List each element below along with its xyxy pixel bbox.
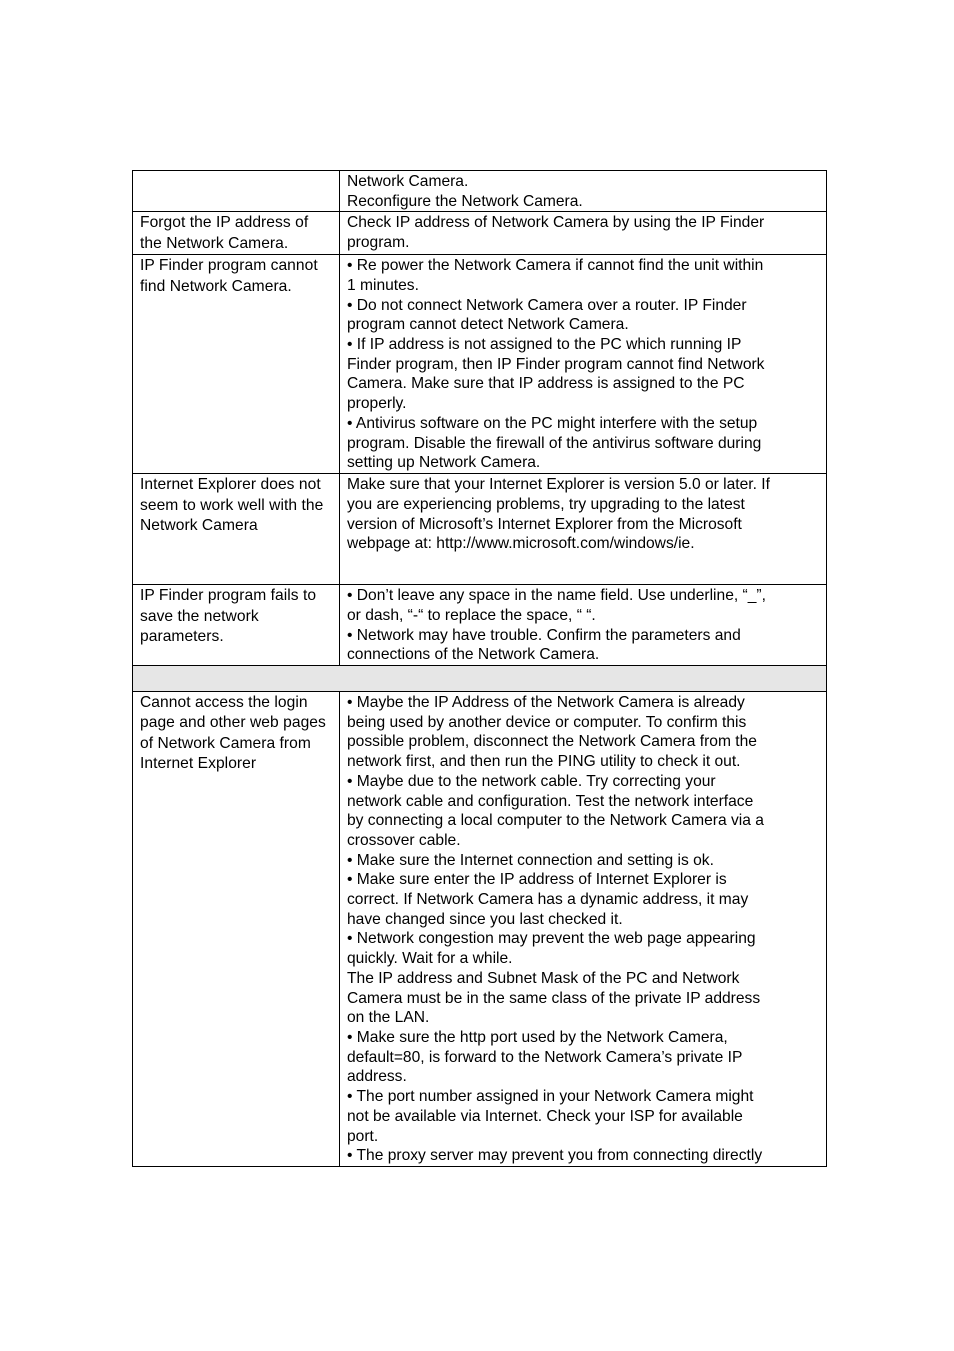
- solution-line: • Network congestion may prevent the web page appearing: [347, 930, 756, 948]
- solution-cell: [340, 255, 827, 474]
- solution-line: • Network may have trouble. Confirm the parameters and: [347, 626, 741, 644]
- solution-line: correct. If Network Camera has a dynamic address, it may: [347, 891, 749, 909]
- problem-cell: [133, 255, 340, 474]
- solution-line: by connecting a local computer to the Network Camera via a: [347, 812, 764, 830]
- table-row: [133, 171, 827, 212]
- solution-line: network cable and configuration. Test the network interface: [347, 792, 754, 810]
- solution-line: connections of the Network Camera.: [347, 646, 600, 664]
- solution-line: Reconfigure the Network Camera.: [347, 192, 583, 210]
- solution-line: Network Camera.: [347, 173, 469, 190]
- solution-line: • Antivirus software on the PC might interfere with the setup: [347, 414, 758, 432]
- solution-line: Make sure that your Internet Explorer is version 5.0 or later. If: [347, 476, 770, 494]
- solution-line: program.: [347, 234, 410, 252]
- troubleshooting-table: [132, 170, 827, 1167]
- table-row: [133, 474, 827, 585]
- solution-line: port.: [347, 1127, 379, 1145]
- solution-line: or dash, “-“ to replace the space, “ “.: [347, 606, 596, 624]
- solution-line: • Don’t leave any space in the name field. Use underline, “_”,: [347, 587, 766, 605]
- solution-line: The IP address and Subnet Mask of the PC and Network: [347, 969, 740, 987]
- solution-line: possible problem, disconnect the Network Camera from the: [347, 733, 757, 751]
- problem-text: Internet Explorer does not seem to work well with the Network Camera: [140, 476, 324, 535]
- solution-line: setting up Network Camera.: [347, 454, 541, 472]
- solution-line: • Make sure enter the IP address of Internet Explorer is: [347, 871, 727, 889]
- solution-line: • Re power the Network Camera if cannot find the unit within: [347, 257, 764, 275]
- problem-text: IP Finder program cannot find Network Camera.: [140, 257, 318, 295]
- solution-line: Camera must be in the same class of the private IP address: [347, 989, 761, 1007]
- solution-line: program cannot detect Network Camera.: [347, 316, 629, 334]
- solution-line: properly.: [347, 395, 407, 413]
- solution-line: • The proxy server may prevent you from connecting directly: [347, 1147, 763, 1165]
- problem-text: IP Finder program fails to save the network parameters.: [140, 587, 317, 646]
- solution-line: quickly. Wait for a while.: [347, 950, 513, 968]
- solution-line: address.: [347, 1068, 407, 1086]
- solution-line: being used by another device or computer. To confirm this: [347, 713, 747, 731]
- problem-cell: [133, 171, 340, 212]
- solution-line: have changed since you last checked it.: [347, 910, 623, 928]
- table-row: [133, 255, 827, 474]
- solution-cell: [340, 171, 827, 212]
- solution-line: crossover cable.: [347, 831, 461, 849]
- solution-cell: [340, 212, 827, 255]
- problem-cell: [133, 585, 340, 666]
- solution-line: • The port number assigned in your Network Camera might: [347, 1088, 754, 1106]
- solution-line: webpage at: http://www.microsoft.com/windows/ie.: [347, 535, 695, 553]
- solution-line: • Maybe due to the network cable. Try correcting your: [347, 772, 716, 790]
- solution-line: default=80, is forward to the Network Camera’s private IP: [347, 1048, 743, 1066]
- section-divider-row: [133, 666, 827, 692]
- solution-line: • Maybe the IP Address of the Network Camera is already: [347, 694, 745, 712]
- solution-line: 1 minutes.: [347, 276, 419, 294]
- solution-line: Check IP address of Network Camera by using the IP Finder: [347, 214, 765, 232]
- solution-cell: [340, 585, 827, 666]
- solution-line: you are experiencing problems, try upgrading to the latest: [347, 495, 745, 513]
- solution-line: on the LAN.: [347, 1009, 430, 1027]
- table-row: [133, 585, 827, 666]
- solution-line: version of Microsoft’s Internet Explorer from the Microsoft: [347, 515, 742, 533]
- solution-line: program. Disable the firewall of the antivirus software during: [347, 434, 762, 452]
- solution-cell: [340, 692, 827, 1167]
- table-row: [133, 212, 827, 255]
- solution-line: network first, and then run the PING utility to check it out.: [347, 753, 741, 771]
- solution-line: Camera. Make sure that IP address is assigned to the PC: [347, 375, 745, 393]
- problem-cell: [133, 474, 340, 585]
- solution-line: • Do not connect Network Camera over a router. IP Finder: [347, 296, 747, 314]
- solution-line: • Make sure the Internet connection and setting is ok.: [347, 851, 714, 869]
- solution-cell: [340, 474, 827, 585]
- problem-cell: [133, 212, 340, 255]
- problem-text: Forgot the IP address of the Network Camera.: [140, 214, 309, 252]
- section-divider-cell: [133, 666, 827, 692]
- table-row: [133, 692, 827, 1167]
- solution-line: • Make sure the http port used by the Network Camera,: [347, 1028, 728, 1046]
- solution-line: Finder program, then IP Finder program cannot find Network: [347, 355, 765, 373]
- solution-line: not be available via Internet. Check your ISP for available: [347, 1107, 743, 1125]
- problem-cell: [133, 692, 340, 1167]
- problem-text: Cannot access the login page and other web pages of Network Camera from Internet Explorer: [140, 694, 326, 773]
- solution-line: • If IP address is not assigned to the PC which running IP: [347, 336, 742, 354]
